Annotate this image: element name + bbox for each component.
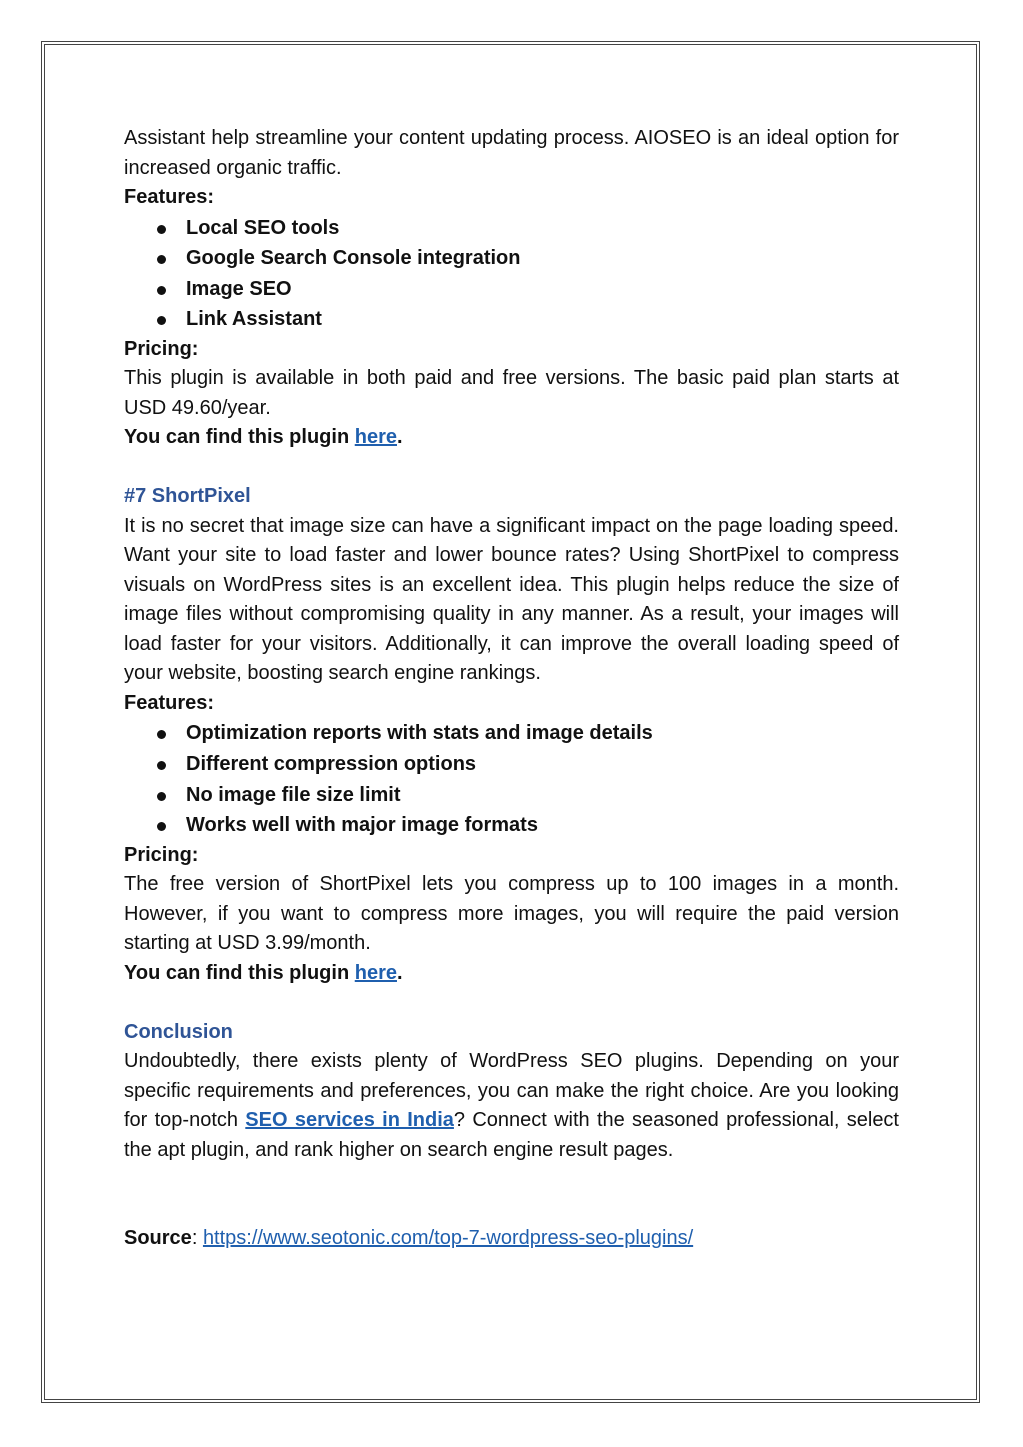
document-body <box>124 124 899 1254</box>
shortpixel-description: It is no secret that image size can have a significant impact on the page loading speed. Want your site to load faster and lower bounce rates? Using ShortPixel to compress visuals on WordPress sites is an excellent idea. This plugin helps reduce the size of image files without compromising quality in any manner. As a result, your images will load faster for your visitors. Additionally, it can improve the overall loading speed of your website, boosting search engine rankings. <box>124 514 899 685</box>
bullet-icon <box>157 792 166 801</box>
bullet-icon <box>157 225 166 234</box>
shortpixel-here-link[interactable]: here <box>354 961 397 984</box>
aioseo-features-label: Features: <box>124 186 215 208</box>
bullet-icon <box>157 255 166 264</box>
seo-services-india-link[interactable]: SEO services in India <box>245 1109 454 1132</box>
shortpixel-features-list <box>124 718 899 840</box>
spacer <box>124 988 899 1018</box>
spacer <box>124 453 899 483</box>
aioseo-here-link[interactable]: here <box>354 426 397 449</box>
list-item: Works well with major image formats <box>124 810 899 841</box>
spacer <box>124 1195 899 1225</box>
list-item: Local SEO tools <box>124 213 899 244</box>
aioseo-pricing-text: This plugin is available in both paid and free versions. The basic paid plan starts at USD 49.60/year. <box>124 367 899 419</box>
aioseo-features-list <box>124 213 899 335</box>
intro-paragraph: Assistant help streamline your content updating process. AIOSEO is an ideal option for increased organic traffic. <box>124 127 899 179</box>
conclusion-heading: Conclusion <box>124 1020 233 1043</box>
bullet-icon <box>157 761 166 770</box>
shortpixel-features-label: Features: <box>124 691 215 714</box>
bullet-icon <box>157 822 166 831</box>
shortpixel-pricing-label: Pricing: <box>124 843 199 866</box>
source-line: Source: https://www.seotonic.com/top-7-wordpress-seo-plugins/ <box>124 1227 694 1250</box>
shortpixel-find-plugin: You can find this plugin here. <box>124 961 403 984</box>
bullet-icon <box>157 286 166 295</box>
list-item: Google Search Console integration <box>124 243 899 274</box>
list-item: Image SEO <box>124 274 899 305</box>
spacer <box>124 1165 899 1195</box>
bullet-icon <box>157 316 166 325</box>
aioseo-find-plugin: You can find this plugin here. <box>124 426 403 449</box>
list-item: Link Assistant <box>124 304 899 335</box>
source-url-link[interactable]: https://www.seotonic.com/top-7-wordpress-seo-plugins/ <box>202 1227 694 1250</box>
aioseo-pricing-label: Pricing: <box>124 337 199 360</box>
shortpixel-pricing-text: The free version of ShortPixel lets you compress up to 100 images in a month. However, if you want to compress more images, you will require the paid version starting at USD 3.99/month. <box>124 873 899 955</box>
list-item: No image file size limit <box>124 780 899 811</box>
conclusion-paragraph: Undoubtedly, there exists plenty of WordPress SEO plugins. Depending on your specific requirements and preferences, you can make the right choice. Are you looking for top-notch SEO services in India? Connect with the seasoned professional, select the apt plugin, and rank higher on search engine result pages. <box>124 1050 899 1161</box>
bullet-icon <box>157 730 166 739</box>
list-item: Optimization reports with stats and image details <box>124 718 899 749</box>
shortpixel-heading: #7 ShortPixel <box>124 485 251 508</box>
list-item: Different compression options <box>124 749 899 780</box>
